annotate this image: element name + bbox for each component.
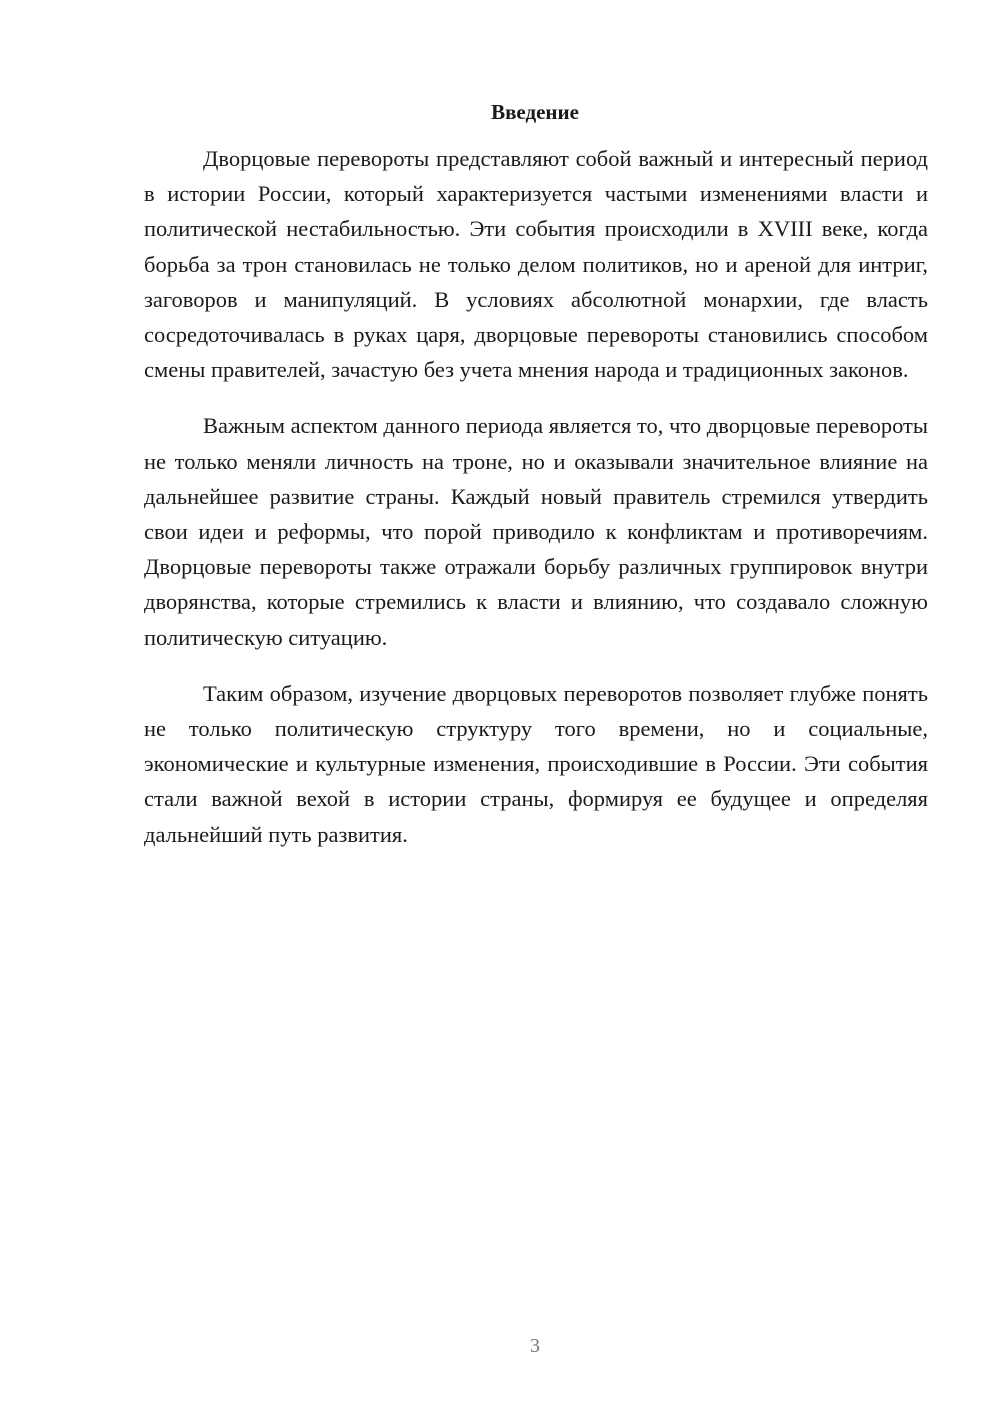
section-heading: Введение	[491, 100, 579, 124]
paragraph-2: Важным аспектом данного периода является то, что дворцовые перевороты не только меняли личность на троне, но и оказывали значительное влияние на дальнейшее развитие страны. Каждый новый правитель стремился утвердить свои идеи и реформы, что порой приводило к конфликтам и противоречиям. Дворцовые перевороты также отражали борьбу различных группировок внутри дворянства, которые стремились к власти и влиянию, что создавало сложную политическую ситуацию.	[144, 413, 928, 650]
page-number: 3	[530, 1335, 540, 1357]
paragraph-1: Дворцовые перевороты представляют собой важный и интересный период в истории России, который характеризуется частыми изменениями власти и политической нестабильностью. Эти события происходили в XVIII веке, когда борьба за трон становилась не только делом политиков, но и ареной для интриг, заговоров и манипуляций. В условиях абсолютной монархии, где власть сосредоточивалась в руках царя, дворцовые перевороты становились способом смены правителей, зачастую без учета мнения народа и традиционных законов.	[144, 146, 928, 383]
paragraph-3: Таким образом, изучение дворцовых переворотов позволяет глубже понять не только политическую структуру того времени, но и социальные, экономические и культурные изменения, происходившие в России. Эти события стали важной вехой в истории страны, формируя ее будущее и определяя дальнейший путь развития.	[144, 680, 928, 847]
document-body	[144, 141, 928, 873]
